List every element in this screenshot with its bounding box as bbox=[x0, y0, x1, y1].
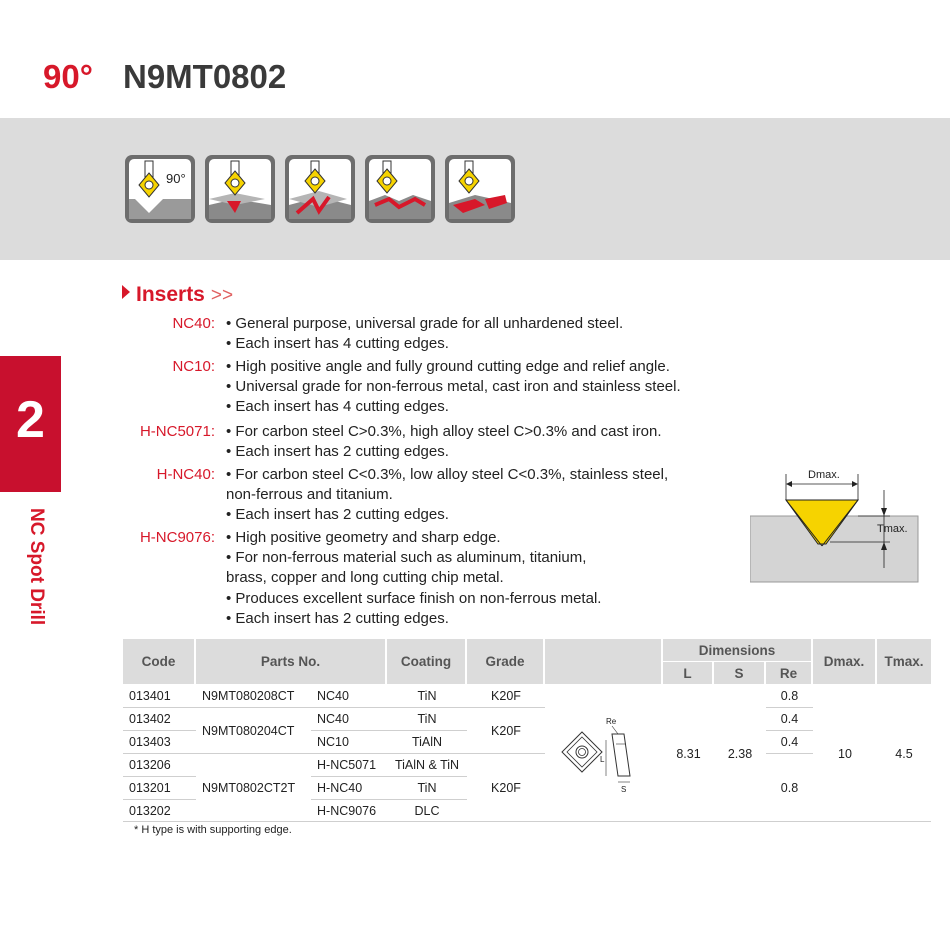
cell-dmax: 10 bbox=[838, 746, 852, 761]
grade-label: H-NC5071: bbox=[139, 423, 215, 440]
header-parts: Parts No. bbox=[196, 639, 387, 685]
grade-line: • High positive angle and fully ground cutting edge and relief angle. bbox=[226, 358, 670, 375]
re-label: Re bbox=[606, 717, 617, 726]
cell-coating: TiN bbox=[387, 685, 467, 708]
header-tmax: Tmax. bbox=[877, 639, 931, 685]
cell-tmax: 4.5 bbox=[895, 746, 913, 761]
cell-coating: DLC bbox=[414, 804, 440, 818]
cell-part: N9MT0802CT2T bbox=[202, 781, 296, 795]
chapter-tab bbox=[0, 356, 61, 490]
chapter-tab-divider bbox=[0, 490, 61, 492]
cell-coating: TiN bbox=[387, 708, 467, 731]
cell-grade: K20F bbox=[467, 708, 545, 754]
grade-label: H-NC9076: bbox=[139, 529, 215, 546]
cell-code: 013403 bbox=[123, 731, 196, 754]
header-drawing bbox=[545, 639, 663, 685]
cell-coating: TiN bbox=[387, 777, 467, 800]
cell-coating: TiAlN bbox=[387, 731, 467, 754]
angle-label: 90° bbox=[166, 171, 186, 186]
dmax-label: Dmax. bbox=[808, 469, 840, 481]
cell-part: N9MT080208CT bbox=[196, 685, 311, 708]
cell-grade-name: NC10 bbox=[311, 731, 387, 754]
chamfer-icon bbox=[205, 155, 275, 223]
grade-line: non-ferrous and titanium. bbox=[226, 486, 393, 503]
header-l: L bbox=[663, 662, 714, 685]
grade-line: • For carbon steel C<0.3%, low alloy steel C<0.3%, stainless steel, bbox=[226, 466, 669, 483]
grade-line: • Each insert has 4 cutting edges. bbox=[226, 335, 449, 352]
grade-label: NC40: bbox=[172, 315, 215, 332]
profile-chamfer-icon bbox=[365, 155, 435, 223]
insert-drawing-icon bbox=[554, 704, 654, 800]
header-s: S bbox=[714, 662, 766, 685]
grade-line: brass, copper and long cutting chip metal. bbox=[226, 569, 504, 586]
header-code: Code bbox=[123, 639, 196, 685]
chapter-number: 2 bbox=[16, 391, 45, 449]
grade-line: • Universal grade for non-ferrous metal, cast iron and stainless steel. bbox=[226, 378, 681, 395]
cell-grade-name: H-NC9076 bbox=[317, 804, 377, 818]
spot-drill-90-icon bbox=[125, 155, 195, 223]
cell-part: N9MT080204CT bbox=[196, 708, 311, 754]
cell-re: 0.4 bbox=[766, 708, 813, 731]
cell-code: 013202 bbox=[129, 804, 171, 818]
insert-drawing-cell bbox=[545, 685, 663, 822]
cell-grade-name: NC40 bbox=[311, 708, 387, 731]
inserts-title: Inserts bbox=[136, 283, 205, 306]
header-dimensions: Dimensions bbox=[663, 639, 813, 662]
insert-spec-table bbox=[123, 639, 931, 822]
footnote: * H type is with supporting edge. bbox=[134, 824, 292, 836]
cell-grade-name: H-NC40 bbox=[311, 777, 387, 800]
cell-re: 0.8 bbox=[766, 685, 813, 708]
cell-grade: K20F bbox=[467, 685, 545, 708]
cell-re: 0.4 bbox=[766, 731, 813, 754]
cell-coating: TiAlN & TiN bbox=[387, 754, 467, 777]
grade-label: NC10: bbox=[172, 358, 215, 375]
grade-line: • Each insert has 2 cutting edges. bbox=[226, 443, 449, 460]
s-label: S bbox=[621, 785, 627, 794]
model-title: N9MT0802 bbox=[123, 58, 287, 95]
cell-code: 013206 bbox=[123, 754, 196, 777]
chapter-label: NC Spot Drill bbox=[26, 508, 47, 626]
grade-line: • High positive geometry and sharp edge. bbox=[226, 529, 501, 546]
header-grade: Grade bbox=[467, 639, 545, 685]
cell-code: 013402 bbox=[123, 708, 196, 731]
cell-grade-name: H-NC5071 bbox=[311, 754, 387, 777]
grade-line: • Each insert has 2 cutting edges. bbox=[226, 610, 449, 627]
triangle-bullet-icon bbox=[122, 285, 130, 299]
header-dmax: Dmax. bbox=[813, 639, 877, 685]
cell-code: 013401 bbox=[123, 685, 196, 708]
header-coating: Coating bbox=[387, 639, 467, 685]
table-row bbox=[123, 754, 931, 777]
grade-line: • For non-ferrous material such as aluminum, titanium, bbox=[226, 549, 587, 566]
grade-line: • Each insert has 2 cutting edges. bbox=[226, 506, 449, 523]
table-header-row bbox=[123, 639, 931, 662]
tmax-label: Tmax. bbox=[877, 523, 908, 535]
cell-code: 013201 bbox=[123, 777, 196, 800]
cell-dim-l: 8.31 bbox=[676, 746, 701, 761]
grade-line: • Produces excellent surface finish on non-ferrous metal. bbox=[226, 590, 602, 607]
inserts-arrows: >> bbox=[210, 285, 234, 306]
cell-grade: K20F bbox=[491, 781, 521, 795]
grade-line: • For carbon steel C>0.3%, high alloy steel C>0.3% and cast iron. bbox=[226, 423, 662, 440]
cell-dim-s: 2.38 bbox=[727, 746, 753, 761]
grade-line: • Each insert has 4 cutting edges. bbox=[226, 398, 449, 415]
cutting-depth-diagram bbox=[750, 462, 920, 589]
grade-label: H-NC40: bbox=[156, 466, 215, 483]
grade-line: • General purpose, universal grade for all unhardened steel. bbox=[226, 315, 624, 332]
edge-chamfer-icon bbox=[445, 155, 515, 223]
header-re: Re bbox=[766, 662, 813, 685]
application-icons-band bbox=[0, 118, 950, 260]
cell-grade-name: NC40 bbox=[311, 685, 387, 708]
table-bottom-rule bbox=[123, 821, 931, 822]
table-row bbox=[123, 685, 931, 708]
angle-title: 90° bbox=[43, 58, 93, 95]
l-label: L bbox=[600, 755, 605, 764]
groove-chamfer-icon bbox=[285, 155, 355, 223]
cell-re: 0.8 bbox=[780, 781, 799, 795]
inserts-heading bbox=[122, 283, 233, 307]
table-row bbox=[123, 708, 931, 731]
